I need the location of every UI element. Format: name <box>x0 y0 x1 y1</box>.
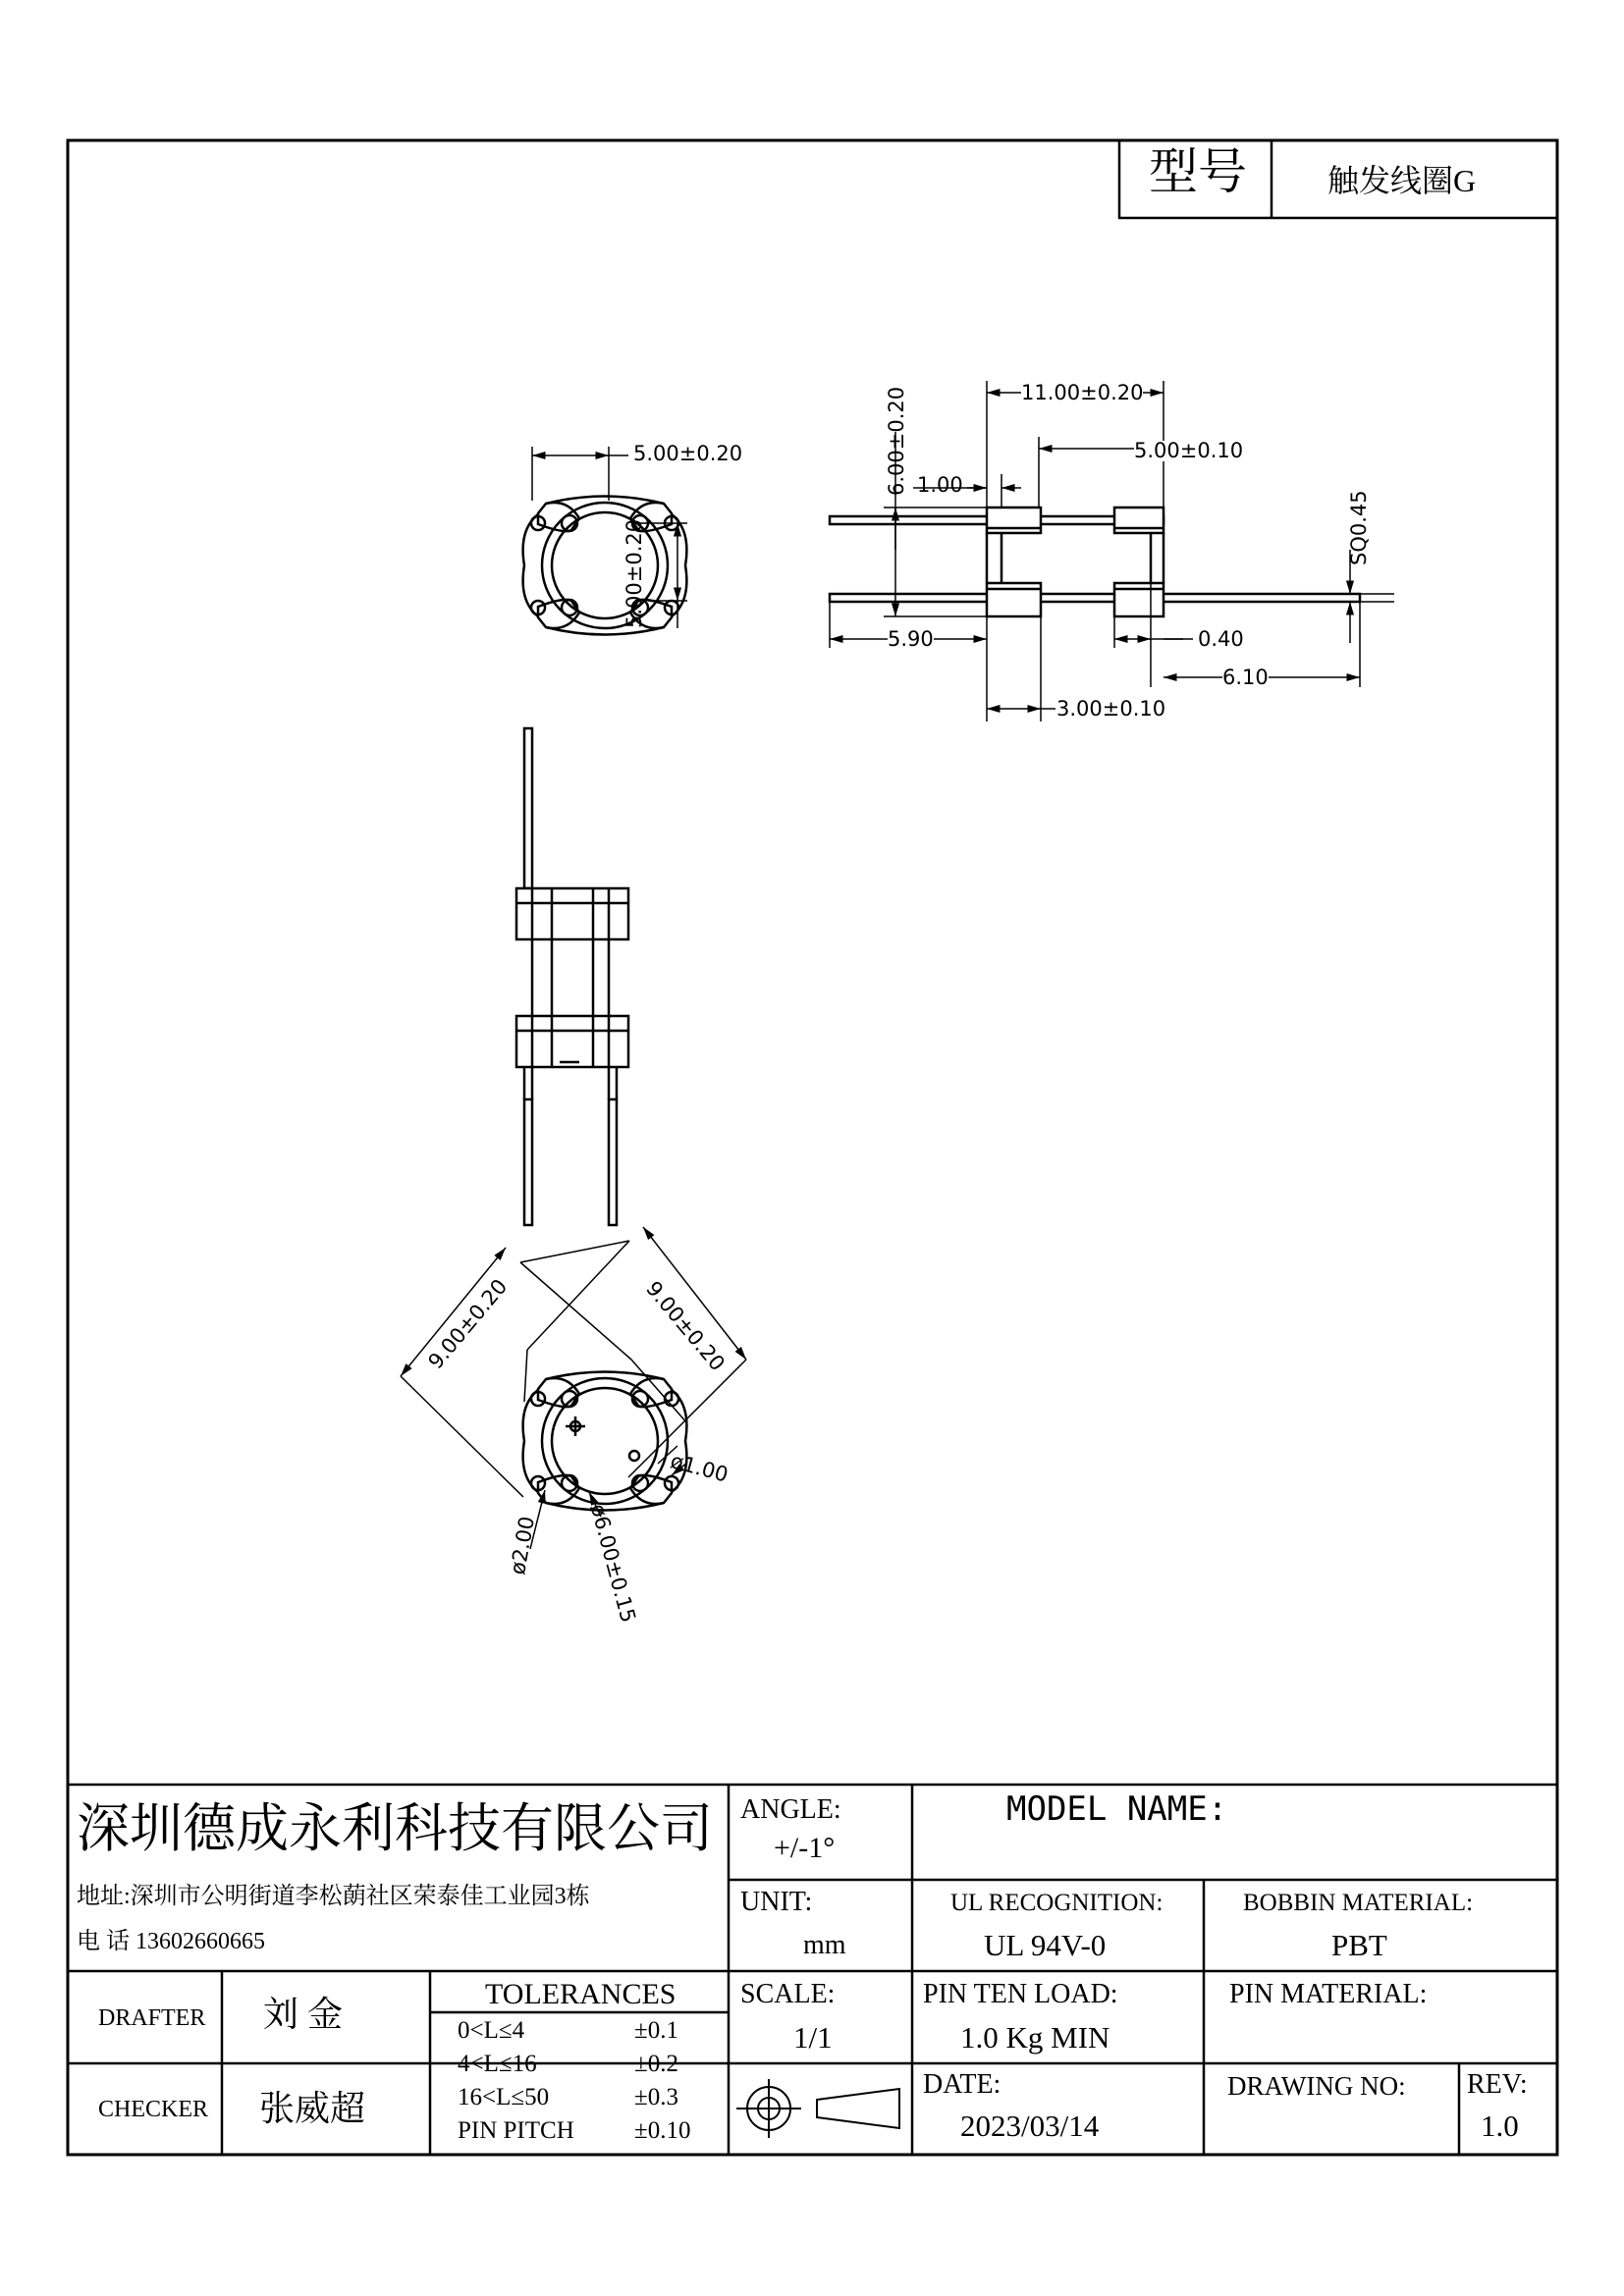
model-name-label: MODEL NAME: <box>1006 1789 1228 1829</box>
dim-side-1: 1.00 <box>917 473 963 497</box>
front-view <box>516 728 628 1225</box>
unit-value: mm <box>803 1930 846 1960</box>
tolerance-range: PIN PITCH <box>458 2117 574 2144</box>
tolerance-value: ±0.10 <box>634 2117 691 2144</box>
scale-label: SCALE: <box>740 1979 836 2009</box>
dim-diag-left: 9.00±0.20 <box>423 1274 513 1374</box>
side-view-dims <box>830 381 1394 721</box>
company-phone: 电 话 13602660665 <box>77 1929 265 1954</box>
tolerance-value: ±0.2 <box>634 2051 678 2077</box>
bobbin-material-label: BOBBIN MATERIAL: <box>1243 1890 1474 1916</box>
company-address: 地址:深圳市公明街道李松蓢社区荣泰佳工业园3栋 <box>77 1884 590 1909</box>
drawing-no-label: DRAWING NO: <box>1227 2071 1406 2101</box>
tolerance-value: ±0.1 <box>634 2017 678 2044</box>
dim-diag-right: 9.00±0.20 <box>641 1276 730 1376</box>
date-value: 2023/03/14 <box>960 2109 1100 2143</box>
bottom-view <box>523 1372 687 1511</box>
ul-value: UL 94V-0 <box>984 1928 1107 1962</box>
tolerances-label: TOLERANCES <box>485 1978 677 2010</box>
model-box-label: 型号 <box>1149 144 1247 199</box>
tolerance-value: ±0.3 <box>634 2084 678 2110</box>
top-view <box>523 497 687 635</box>
angle-label: ANGLE: <box>740 1794 841 1825</box>
rev-value: 1.0 <box>1481 2109 1519 2143</box>
angle-value: +/-1° <box>774 1832 836 1864</box>
dim-core-diameter: ø6.00±0.15 <box>585 1501 641 1626</box>
bobbin-material-value: PBT <box>1331 1928 1387 1962</box>
dim-side-5: 5.00±0.10 <box>1134 439 1244 462</box>
ul-label: UL RECOGNITION: <box>950 1890 1164 1916</box>
scale-value: 1/1 <box>793 2020 833 2055</box>
dim-sq: SQ0.45 <box>1347 490 1371 565</box>
dim-side-height: 6.00±0.20 <box>885 386 908 496</box>
drafter-label: DRAFTER <box>98 2005 206 2031</box>
drafter-value: 刘 金 <box>263 1995 344 2034</box>
dim-pin-diameter: ø2.00 <box>506 1514 540 1576</box>
dim-small-hole: ø1.00 <box>668 1449 731 1487</box>
dim-flange: 3.00±0.10 <box>1056 697 1166 721</box>
unit-label: UNIT: <box>740 1887 813 1917</box>
pin-load-label: PIN TEN LOAD: <box>923 1979 1118 2009</box>
pin-material-label: PIN MATERIAL: <box>1229 1979 1428 2009</box>
dim-pin-left: 5.90 <box>888 627 934 651</box>
dim-top-width: 5.00±0.20 <box>633 442 743 465</box>
dim-side-length: 11.00±0.20 <box>1021 381 1144 404</box>
pin-load-value: 1.0 Kg MIN <box>960 2020 1110 2055</box>
tolerance-range: 0<L≤4 <box>458 2017 525 2044</box>
company-name: 深圳德成永利科技有限公司 <box>77 1799 713 1858</box>
tolerance-range: 4<L≤16 <box>458 2051 537 2077</box>
side-view <box>830 507 1360 616</box>
checker-value: 张威超 <box>259 2089 366 2128</box>
checker-label: CHECKER <box>98 2097 209 2122</box>
date-label: DATE: <box>923 2069 1001 2100</box>
rev-label: REV: <box>1467 2069 1528 2100</box>
dim-top-height: 5.00±0.20 <box>623 518 646 628</box>
dim-pin-right: 6.10 <box>1222 666 1269 689</box>
tolerance-range: 16<L≤50 <box>458 2084 550 2110</box>
model-box-value: 触发线圈G <box>1327 163 1477 198</box>
dim-gap: 0.40 <box>1198 627 1244 651</box>
projection-symbol-icon <box>736 2079 899 2138</box>
